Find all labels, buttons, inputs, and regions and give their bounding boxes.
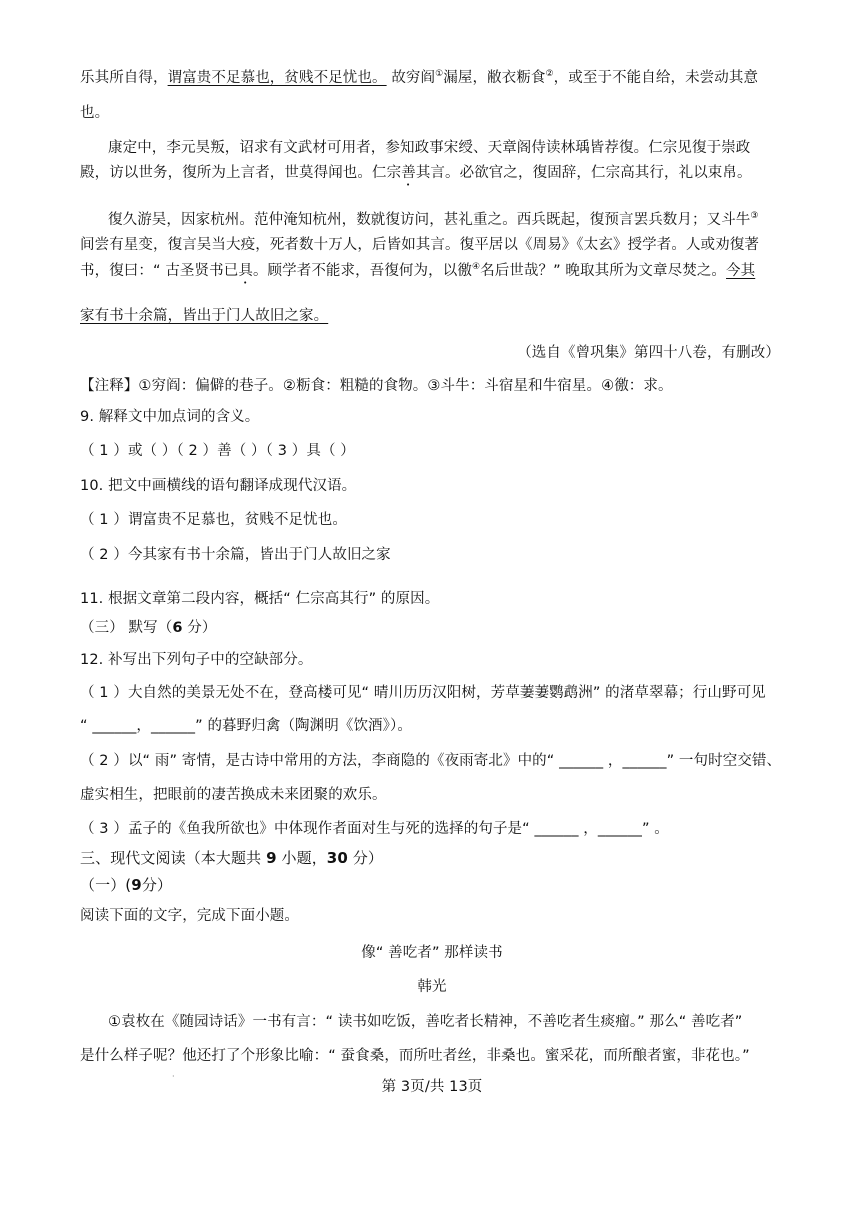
passage-text: ，或至于不能自给，未尝动其意 xyxy=(553,70,759,86)
article-paragraph: ①袁枚在《随园诗话》一书有言：“ 读书如吃饭，善吃者长精神，不善吃者生痰瘤。” 那么“ 善吃者” xyxy=(108,1014,743,1030)
question-12: 12. 补写出下列句子中的空缺部分。 xyxy=(80,652,313,668)
passage-text: 乐其所自得， xyxy=(80,70,168,86)
subsection-heading xyxy=(80,875,784,895)
footnote-marker: ③ xyxy=(750,211,759,221)
section-heading-modern xyxy=(80,848,784,868)
heading-text: （三） 默写（ xyxy=(80,620,173,636)
question-9: 9. 解释文中加点词的含义。 xyxy=(80,409,260,425)
passage-line xyxy=(80,306,784,326)
passage-text: 书，復曰：“ 古圣贤书已 xyxy=(80,263,239,279)
source-citation: （选自《曾巩集》第四十八卷，有删改） xyxy=(517,345,780,361)
question-12-part-1-cont: “ ______，______” 的暮野归禽（陶渊明《饮酒》）。 xyxy=(80,718,412,734)
passage-line: 康定中，李元昊叛，诏求有文武材可用者，参知政事宋绶、天章阁侍读林瑀皆荐復。仁宗见復于崇政 xyxy=(108,140,751,156)
heading-text: 分） xyxy=(141,876,173,894)
underlined-sentence: 今其 xyxy=(726,263,756,279)
underlined-sentence: 家有书十余篇，皆出于门人故旧之家。 xyxy=(80,308,329,324)
footnote-marker: ④ xyxy=(471,262,481,272)
article-paragraph: 是什么样子呢？他还打了个形象比喻：“ 蚕食桑，而所吐者丝，非桑也。蜜采花，而所酿者蜜，非花也。” xyxy=(80,1048,750,1064)
passage-line: 间尝有星变，復言吴当大疫，死者数十万人，后皆如其言。復平居以《周易》《太玄》授学者。人或劝復著 xyxy=(80,237,759,253)
scan-speck: · xyxy=(172,1072,175,1081)
question-9-blanks: （ 1 ）或（ ）（ 2 ）善（ ）（ 3 ）具（ ） xyxy=(80,443,355,459)
question-10: 10. 把文中画横线的语句翻译成现代汉语。 xyxy=(80,478,357,494)
heading-text: （一）( xyxy=(80,876,132,894)
article-title: 像“ 善吃者” 那样读书 xyxy=(361,945,503,961)
dotted-word: 善 xyxy=(401,165,416,181)
heading-points: 30 xyxy=(326,849,348,867)
passage-text: 復久游吴，因家杭州。范仲淹知杭州，数就復访问，甚礼重之。西兵既起，復预言罢兵数月；又斗牛 xyxy=(108,212,751,228)
section-heading-dictation xyxy=(80,618,784,638)
passage-text: 名后世哉？” 晚取其所为文章尽焚之。 xyxy=(480,263,727,279)
heading-text: 三、现代文阅读（本大题共 xyxy=(80,849,267,867)
question-12-part-1: （ 1 ）大自然的美景无处不在，登高楼可见“ 晴川历历汉阳树，芳草萋萋鹦鹉洲” 的渚草翠幕；行山野可见 xyxy=(80,685,766,701)
question-10-part-1: （ 1 ）谓富贵不足慕也，贫贱不足忧也。 xyxy=(80,512,347,528)
passage-text: 漏屋，敝衣粝食 xyxy=(443,70,546,86)
heading-text: 小题， xyxy=(276,849,327,867)
passage-line xyxy=(80,163,784,189)
article-author: 韩光 xyxy=(417,979,447,995)
passage-line xyxy=(80,261,784,287)
heading-count: 9 xyxy=(266,849,277,867)
passage-line xyxy=(108,210,784,230)
passage-text: 其言。必欲官之，復固辞，仁宗高其行，礼以束帛。 xyxy=(415,165,752,181)
dotted-word: 具 xyxy=(238,263,253,279)
passage-line: 也。 xyxy=(80,105,110,121)
passage-text: 殿，访以世务，復所为上言者，世莫得闻也。仁宗 xyxy=(80,165,402,181)
page-footer: 第 3页/共 13页 xyxy=(381,1079,483,1095)
heading-text: 分） xyxy=(347,849,383,867)
passage-line xyxy=(80,68,784,88)
passage-text: 故穷阎 xyxy=(386,70,436,86)
question-12-part-2: （ 2 ）以“ 雨” 寄情，是古诗中常用的方法，李商隐的《夜雨寄北》中的“ ______ ，______” 一句时空交错、 xyxy=(80,753,782,769)
heading-points: 9 xyxy=(131,876,142,894)
question-12-part-2-cont: 虚实相生，把眼前的凄苦换成未来团聚的欢乐。 xyxy=(80,787,387,803)
heading-text: 分） xyxy=(182,620,217,636)
footnote-marker: ① xyxy=(435,69,444,79)
heading-points: 6 xyxy=(172,620,183,636)
annotation-notes: 【注释】①穷阎：偏僻的巷子。②粝食：粗糙的食物。③斗牛：斗宿星和牛宿星。④徼：求。 xyxy=(80,378,673,394)
footnote-marker: ② xyxy=(545,69,554,79)
question-10-part-2: （ 2 ）今其家有书十余篇，皆出于门人故旧之家 xyxy=(80,547,391,563)
passage-text: 。顾学者不能求，吾復何为，以徼 xyxy=(252,263,472,279)
question-12-part-3: （ 3 ）孟子的《鱼我所欲也》中体现作者面对生与死的选择的句子是“ ______ ，______” 。 xyxy=(80,821,669,837)
reading-instruction: 阅读下面的文字，完成下面小题。 xyxy=(80,908,299,924)
underlined-sentence: 谓富贵不足慕也，贫贱不足忧也。 xyxy=(167,70,387,86)
question-11: 11. 根据文章第二段内容，概括“ 仁宗高其行” 的原因。 xyxy=(80,591,440,607)
